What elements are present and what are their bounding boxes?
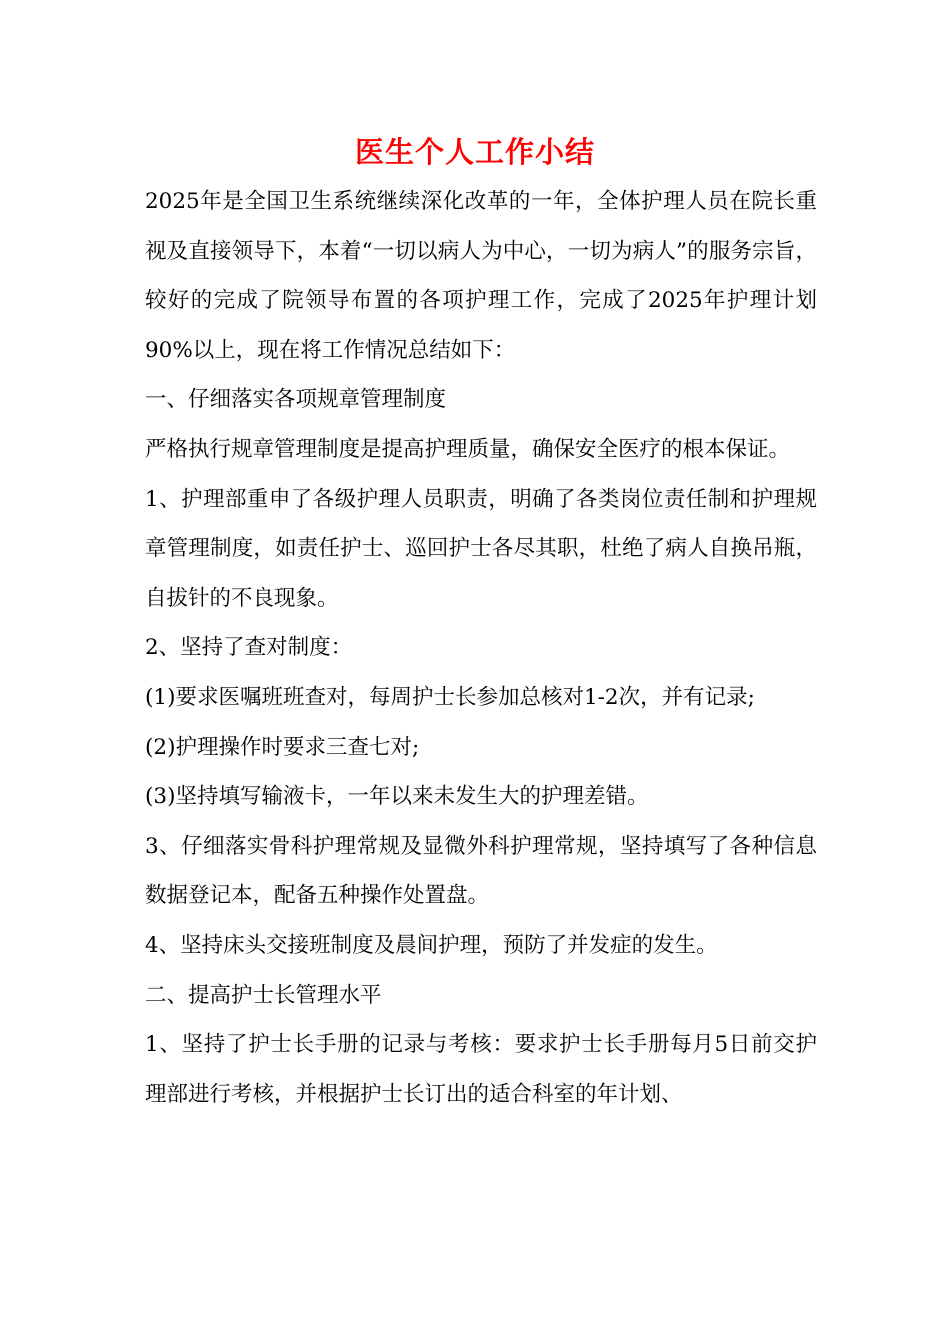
section-heading-1: 一、仔细落实各项规章管理制度 bbox=[145, 387, 447, 413]
sub-list-item: (3)坚持填写输液卡，一年以来未发生大的护理差错。 bbox=[145, 784, 649, 810]
sub-list-item: (2)护理操作时要求三查七对; bbox=[145, 734, 420, 760]
paragraph-intro: 2025年是全国卫生系统继续深化改革的一年，全体护理人员在院长重视及直接领导下，本着“一切以病人为中心，一切为病人”的服务宗旨，较好的完成了院领导布置的各项护理工作，完成了2025年护理计划90%以上，现在将工作情况总结如下： bbox=[145, 189, 817, 363]
list-item: 4、坚持床头交接班制度及晨间护理，预防了并发症的发生。 bbox=[145, 932, 718, 958]
list-item: 1、护理部重申了各级护理人员职责，明确了各类岗位责任制和护理规章管理制度，如责任护士、巡回护士各尽其职，杜绝了病人自换吊瓶，自拔针的不良现象。 bbox=[145, 486, 817, 611]
paragraph: 严格执行规章管理制度是提高护理质量，确保安全医疗的根本保证。 bbox=[145, 436, 791, 462]
list-item: 2、坚持了查对制度： bbox=[145, 635, 353, 661]
list-item: 1、坚持了护士长手册的记录与考核：要求护士长手册每月5日前交护理部进行考核，并根据护士长订出的适合科室的年计划、 bbox=[145, 1032, 817, 1107]
document-body bbox=[145, 177, 817, 1119]
section-heading-2: 二、提高护士长管理水平 bbox=[145, 982, 382, 1008]
sub-list-item: (1)要求医嘱班班查对，每周护士长参加总核对1-2次，并有记录; bbox=[145, 684, 755, 710]
list-item: 3、仔细落实骨科护理常规及显微外科护理常规，坚持填写了各种信息数据登记本，配备五种操作处置盘。 bbox=[145, 833, 817, 909]
document-title: 医生个人工作小结 bbox=[354, 135, 595, 169]
